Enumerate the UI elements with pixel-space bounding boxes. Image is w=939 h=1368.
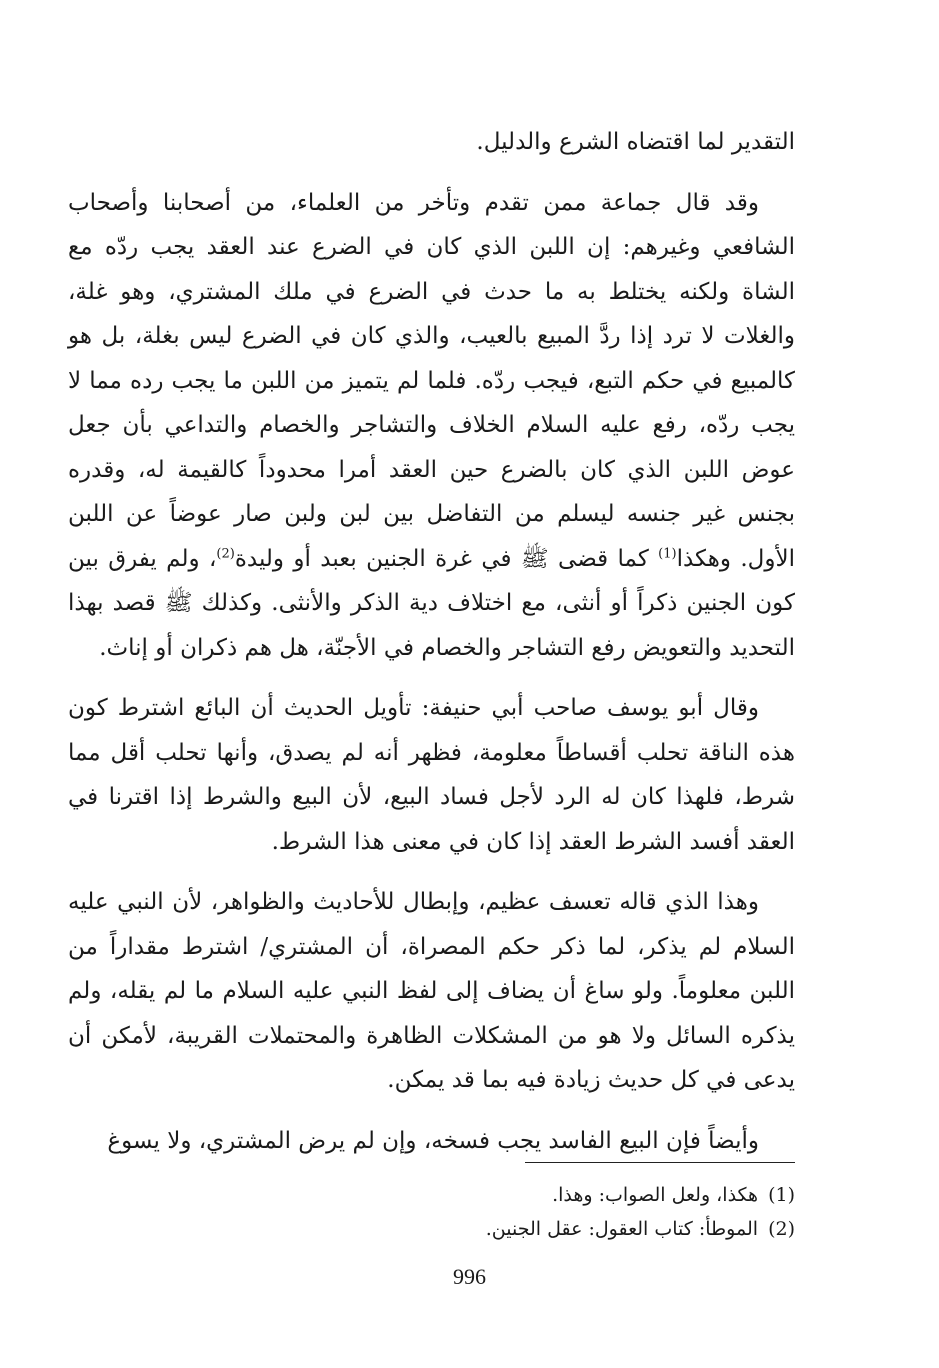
paragraph-5: [68, 1119, 795, 1164]
paragraph-1: [68, 120, 795, 165]
paragraph-2-text-c: ، ولم يفرق بين كون الجنين ذكراً أو أنثى، مع اختلاف دية الذكر والأنثى. وكذلك ﷺ قصد بهذا التحديد والتعويض رفع التشاجر والخصام في الأجنّة، هل هم ذكران أو إناث.: [68, 545, 795, 661]
footnote-2-text: الموطأ: كتاب العقول: عقل الجنين.: [485, 1218, 759, 1240]
footnote-ref-2[interactable]: (2): [216, 545, 235, 561]
paragraph-3-text: وقال أبو يوسف صاحب أبي حنيفة: تأويل الحديث أن البائع اشترط كون هذه الناقة تحلب أقساطاً معلومة، فظهر أنه لم يصدق، وأنها تحلب أقل مما شرط، فلهذا كان له الرد لأجل فساد البيع، لأن البيع والشرط إذا اقترنا في العقد أفسد الشرط العقد إذا كان في معنى هذا الشرط.: [68, 695, 795, 855]
main-text: [68, 120, 795, 1163]
footnote-2-number: (2): [768, 1218, 795, 1240]
footnote-ref-1[interactable]: (1): [658, 545, 677, 561]
footnote-1-number: (1): [768, 1184, 795, 1206]
footnote-divider: [525, 1162, 795, 1163]
paragraph-1-text: التقدير لما اقتضاه الشرع والدليل.: [476, 129, 795, 155]
footnote-1-text: هكذا، ولعل الصواب: وهذا.: [552, 1184, 759, 1206]
footnotes: [300, 1178, 795, 1246]
paragraph-3: [68, 686, 795, 864]
paragraph-2-text-b: كما قضى ﷺ في غرة الجنين بعبد أو وليدة: [234, 545, 659, 572]
paragraph-4-text: وهذا الذي قاله تعسف عظيم، وإبطال للأحاديث والظواهر، لأن النبي عليه السلام لم يذكر، لما ذكر حكم المصراة، أن المشتري/ اشترط مقداراً من اللبن معلوماً. ولو ساغ أن يضاف إلى لفظ النبي عليه السلام ما لم يقله، ولم يذكره السائل ولا هو من المشكلات الظاهرة والمحتملات القريبة، لأمكن أن يدعى في كل حديث زيادة فيه بما قد يمكن.: [68, 889, 795, 1093]
footnote-1: [300, 1178, 795, 1212]
footnote-2: [300, 1212, 795, 1246]
page-number: 996: [453, 1264, 486, 1289]
paragraph-4: [68, 880, 795, 1103]
paragraph-2: [68, 181, 795, 671]
paragraph-2-text-a: وقد قال جماعة ممن تقدم وتأخر من العلماء، من أصحابنا وأصحاب الشافعي وغيرهم: إن اللبن الذي كان في الضرع عند العقد يجب ردّه مع الشاة ولكنه يختلط به ما حدث في الضرع في ملك المشتري، وهو غلة، والغلات لا ترد إذا ردَّ المبيع بالعيب، والذي كان في الضرع ليس بغلة، بل هو كالمبيع في حكم التبع، فيجب ردّه. فلما لم يتميز من اللبن ما يجب رده مما لا يجب ردّه، رفع عليه السلام الخلاف والتشاجر والخصام والتداعي بأن جعل عوض اللبن الذي كان بالضرع حين العقد أمرا محدوداً كالقيمة له، وقدره بجنس غير جنسه ليسلم من التفاضل بين لبن ولبن صار عوضاً عن اللبن الأول. وهكذا: [68, 189, 795, 572]
paragraph-5-text: وأيضاً فإن البيع الفاسد يجب فسخه، وإن لم يرض المشتري، ولا يسوغ: [107, 1127, 759, 1154]
